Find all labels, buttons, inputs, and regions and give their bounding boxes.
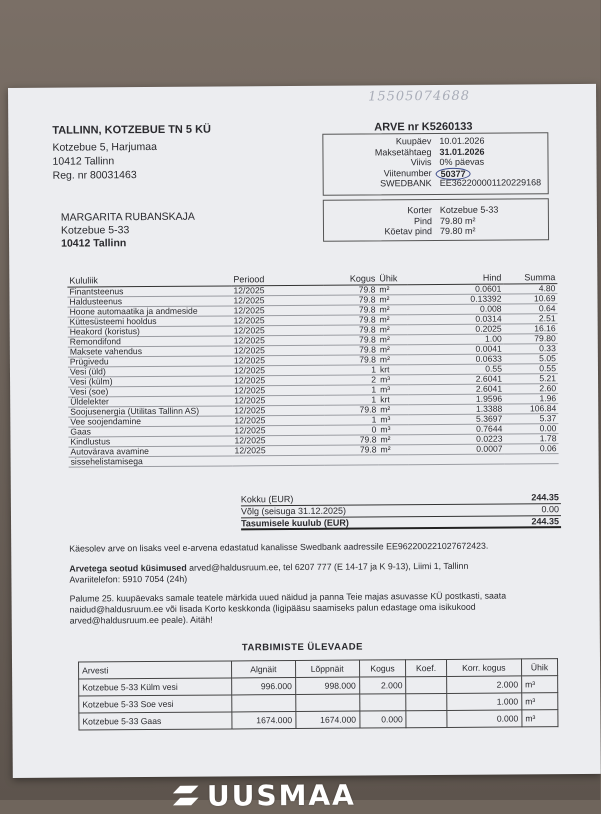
table-cell: 12/2025 <box>232 365 324 376</box>
table-cell: 1.9596 <box>408 394 504 405</box>
table-cell: m² <box>378 444 408 454</box>
table-cell: Remondifond <box>68 335 232 346</box>
table-cell: 12/2025 <box>232 305 324 316</box>
table-cell: m² <box>378 434 408 444</box>
meter-cell: 2.000 <box>359 677 406 694</box>
invoice-paper <box>8 84 601 813</box>
invoice-detail-value: 31.01.2026 <box>439 146 485 157</box>
col-header-kululiik: Kululiik <box>67 274 231 286</box>
invoice-details-box <box>322 132 548 196</box>
meters-col-korr-kogus: Korr. kogus <box>446 659 521 677</box>
table-cell: 12/2025 <box>232 435 324 446</box>
meter-cell: Kotzebue 5-33 Soe vesi <box>79 695 232 713</box>
recipient-address-line2: 10412 Tallinn <box>61 237 127 250</box>
company-address-line2: 10412 Tallinn <box>52 155 115 168</box>
table-cell: 79.8 <box>324 344 378 354</box>
table-cell: 0.55 <box>408 364 504 375</box>
col-header-uhik: Ühik <box>377 273 407 284</box>
table-cell: 0.0314 <box>408 314 504 325</box>
table-cell: Vesi (soe) <box>68 385 232 396</box>
table-cell: 12/2025 <box>232 405 324 416</box>
table-cell: Prügivedu <box>68 355 232 366</box>
table-cell: 79.80 <box>504 333 558 343</box>
watermark <box>173 779 356 813</box>
table-cell: 12/2025 <box>233 445 325 456</box>
recipient-name: MARGARITA RUBANSKAJA <box>60 210 195 224</box>
table-cell: 2 <box>324 374 378 384</box>
table-cell: 5.21 <box>504 373 558 383</box>
table-cell: 0.55 <box>504 363 558 373</box>
meter-cell: 1674.000 <box>296 711 360 728</box>
table-cell: 5.3697 <box>408 414 504 425</box>
table-cell: Finantsteenus <box>67 285 231 296</box>
meter-cell: m³ <box>522 676 558 693</box>
table-cell: 12/2025 <box>231 295 323 306</box>
table-cell: 2.6041 <box>408 374 504 385</box>
meter-cell: 2.000 <box>446 676 521 694</box>
col-header-summa: Summa <box>503 272 557 283</box>
table-cell: m² <box>377 284 407 294</box>
invoice-title: ARVE nr K5260133 <box>374 120 473 134</box>
table-cell: Gaas <box>68 425 232 436</box>
col-header-hind: Hind <box>407 273 503 285</box>
apartment-detail-label: Pind <box>413 215 432 226</box>
table-cell: 79.8 <box>324 334 378 344</box>
table-cell: 12/2025 <box>232 315 324 326</box>
table-cell: 79.8 <box>324 314 378 324</box>
table-cell: 12/2025 <box>232 345 324 356</box>
table-cell: 106.84 <box>504 403 558 413</box>
table-cell: Vesi (üld) <box>68 365 232 376</box>
meter-cell: 998.000 <box>295 677 359 694</box>
company-reg: Reg. nr 80031463 <box>52 169 137 182</box>
meter-cell <box>406 693 446 710</box>
table-cell: 12/2025 <box>232 325 324 336</box>
items-table <box>67 272 558 467</box>
table-cell: Kindlustus <box>68 435 232 446</box>
meters-table <box>78 658 558 730</box>
table-cell: 1 <box>324 384 378 394</box>
table-cell: 2.6041 <box>408 384 504 395</box>
meter-reading-note: Palume 25. kuupäevaks samale teatele märkida uued näidud ja panna Teie majas asuvasse KÜ postkasti, saata naidud@haldusruum.ee või lisada Korto keskkonda (ligipääsu saamiseks palun edastage oma isikukood arved@haldusruum.ee peale). Aitäh! <box>69 590 507 626</box>
table-cell: 16.16 <box>504 323 558 333</box>
watermark-logo-icon <box>173 785 199 807</box>
table-cell: 0.2025 <box>408 324 504 335</box>
table-cell: Soojusenergia (Utilitas Tallinn AS) <box>68 405 232 416</box>
totals-block <box>241 492 561 530</box>
table-cell: 79.8 <box>324 324 378 334</box>
company-block <box>52 123 211 183</box>
table-cell: 0.0007 <box>408 444 504 455</box>
meter-cell: 996.000 <box>231 678 295 695</box>
table-cell: m² <box>377 294 407 304</box>
table-cell: Hoone automaatika ja andmeside <box>68 305 232 316</box>
meters-col-algnait: Algnäit <box>231 661 295 678</box>
table-cell: m² <box>378 354 408 364</box>
invoice-detail-label: Viitenumber <box>383 167 432 178</box>
apartment-detail-row <box>324 225 550 237</box>
total-tasumisele-value: 244.35 <box>531 516 560 527</box>
meters-col-uhik: Ühik <box>521 659 557 676</box>
table-cell: 5.05 <box>504 353 558 363</box>
apartment-detail-value: Kotzebue 5-33 <box>439 204 499 215</box>
total-volg-label: Võlg (seisuga 31.12.2025) <box>240 505 347 517</box>
col-header-periood: Periood <box>231 274 323 286</box>
invoice-detail-label: Maksetähtaeg <box>374 146 432 157</box>
invoice-detail-value: 50377 <box>436 167 471 180</box>
table-cell: 79.8 <box>323 294 377 304</box>
table-cell: 79.8 <box>324 404 378 414</box>
total-tasumisele <box>241 516 561 530</box>
table-cell: Haldusteenus <box>67 295 231 306</box>
meter-cell: 0.000 <box>359 711 406 728</box>
meters-col-kogus: Kogus <box>359 660 406 677</box>
table-cell: 12/2025 <box>232 425 324 436</box>
meter-cell <box>406 710 446 727</box>
table-cell: m³ <box>378 414 408 424</box>
meter-cell <box>295 694 359 711</box>
table-cell: 0.13392 <box>407 294 503 305</box>
invoice-detail-label: Viivis <box>410 157 432 168</box>
table-cell: 0.0601 <box>407 284 503 295</box>
table-cell: m² <box>378 344 408 354</box>
table-cell <box>233 455 325 466</box>
table-cell: 12/2025 <box>232 385 324 396</box>
table-cell: 1 <box>324 394 378 404</box>
table-cell <box>505 453 559 463</box>
meters-col-arvesti: Arvesti <box>79 661 232 679</box>
table-cell: sissehelistamisega <box>69 455 233 466</box>
meters-col-koef: Koef. <box>406 659 446 676</box>
apartment-detail-value: 79.80 m² <box>439 215 476 226</box>
contact-note <box>69 560 549 585</box>
table-cell: Üldelekter <box>68 395 232 406</box>
table-cell: 0.33 <box>504 343 558 353</box>
table-cell: 0.00 <box>504 423 558 433</box>
table-cell: 0.0223 <box>408 434 504 445</box>
total-tasumisele-label: Tasumisele kuulub (EUR) <box>241 517 349 529</box>
einvoice-note: Käesolev arve on lisaks veel e-arvena edastatud kanalisse Swedbank aadressile EE962200221027672423. <box>69 540 489 554</box>
company-address-line1: Kotzebue 5, Harjumaa <box>52 140 157 154</box>
handwritten-note: 15505074688 <box>368 88 471 105</box>
meter-cell <box>232 695 296 712</box>
table-cell: m³ <box>378 374 408 384</box>
table-cell: 4.80 <box>503 283 557 293</box>
table-cell: 12/2025 <box>232 375 324 386</box>
emergency-phone: Avariitelefon: 5910 7054 (24h) <box>69 573 188 585</box>
table-cell: m² <box>378 334 408 344</box>
table-cell: 0.0633 <box>408 354 504 365</box>
table-cell: Autovärava avamine <box>69 445 233 456</box>
meter-cell: 1674.000 <box>232 712 296 729</box>
table-cell: 0 <box>324 424 378 434</box>
table-cell: 1.00 <box>408 334 504 345</box>
company-name: TALLINN, KOTZEBUE TN 5 KÜ <box>52 123 212 137</box>
table-cell: 0.008 <box>408 304 504 315</box>
invoice-detail-value: 0% päevas <box>439 156 485 167</box>
table-cell: 79.8 <box>324 434 378 444</box>
table-cell: 10.69 <box>503 293 557 303</box>
table-cell: 0.0041 <box>408 344 504 355</box>
invoice-detail-value: EE362200001120229168 <box>439 177 542 188</box>
meter-cell: Kotzebue 5-33 Külm vesi <box>79 678 232 696</box>
table-cell: m² <box>378 324 408 334</box>
table-cell: 12/2025 <box>232 415 324 426</box>
watermark-text: UUSMAA <box>206 778 356 813</box>
table-cell: krt <box>378 394 408 404</box>
contact-note-title: Arvetega seotud küsimused <box>69 562 187 574</box>
meter-cell <box>359 694 406 711</box>
invoice-detail-label: SWEDBANK <box>380 178 432 189</box>
invoice-detail-label: Kuupäev <box>395 136 432 147</box>
recipient-address-line1: Kotzebue 5-33 <box>60 224 130 237</box>
apartment-detail-label: Köetav pind <box>384 226 433 237</box>
meter-cell: m³ <box>522 693 558 710</box>
table-cell: m² <box>378 304 408 314</box>
meters-section-title: TARBIMISTE ÜLEVAADE <box>241 641 363 654</box>
total-kokku-label: Kokku (EUR) <box>240 494 294 505</box>
total-volg-value: 0.00 <box>541 504 559 515</box>
recipient-block <box>61 211 195 251</box>
apartment-box <box>323 198 549 242</box>
meter-cell: 1.000 <box>446 693 521 711</box>
table-cell <box>409 454 505 465</box>
table-cell <box>379 454 409 464</box>
meter-cell: Kotzebue 5-33 Gaas <box>79 712 232 730</box>
table-cell: 2.51 <box>504 313 558 323</box>
table-cell: 1.96 <box>504 393 558 403</box>
table-cell: 0.06 <box>504 443 558 453</box>
table-cell: 12/2025 <box>232 335 324 346</box>
table-cell: 1.3388 <box>408 404 504 415</box>
meter-cell: 0.000 <box>447 710 522 728</box>
meter-cell: m³ <box>522 710 558 727</box>
table-cell: Maksete vahendus <box>68 345 232 356</box>
invoice-detail-row <box>324 177 550 189</box>
total-kokku-value: 244.35 <box>531 492 559 503</box>
invoice-detail-value: 10.01.2026 <box>439 135 485 146</box>
col-header-kogus: Kogus <box>323 273 377 284</box>
table-cell: 79.8 <box>323 284 377 294</box>
table-cell: 1.78 <box>504 433 558 443</box>
table-cell: 79.8 <box>324 304 378 314</box>
table-cell: 2.60 <box>504 383 558 393</box>
apartment-detail-value: 79.80 m² <box>439 225 476 236</box>
table-cell: 1 <box>324 364 378 374</box>
contact-note-details: arved@haldusruum.ee, tel 6207 777 (E 14-17 ja K 9-13), Liimi 1, Tallinn <box>189 560 469 573</box>
table-cell: 79.8 <box>324 444 378 454</box>
table-cell: m³ <box>378 384 408 394</box>
table-row <box>69 453 559 466</box>
meter-cell <box>406 676 446 693</box>
table-cell: krt <box>378 364 408 374</box>
meters-col-loppnait: Lõppnäit <box>295 660 359 677</box>
table-cell: 79.8 <box>324 354 378 364</box>
table-cell: 0.64 <box>504 303 558 313</box>
table-cell: 12/2025 <box>232 355 324 366</box>
table-cell <box>325 454 379 464</box>
table-cell: 12/2025 <box>232 395 324 406</box>
table-cell: m³ <box>378 424 408 434</box>
meter-row <box>79 710 558 730</box>
table-cell: 1 <box>324 414 378 424</box>
table-cell: m² <box>378 404 408 414</box>
table-cell: 12/2025 <box>231 285 323 296</box>
table-cell: Vee soojendamine <box>68 415 232 426</box>
table-cell: 0.7644 <box>408 424 504 435</box>
table-cell: Vesi (külm) <box>68 375 232 386</box>
table-cell: 5.37 <box>504 413 558 423</box>
apartment-detail-label: Korter <box>407 205 432 216</box>
table-cell: Heakord (koristus) <box>68 325 232 336</box>
table-cell: m² <box>378 314 408 324</box>
table-cell: Küttesüsteemi hooldus <box>68 315 232 326</box>
